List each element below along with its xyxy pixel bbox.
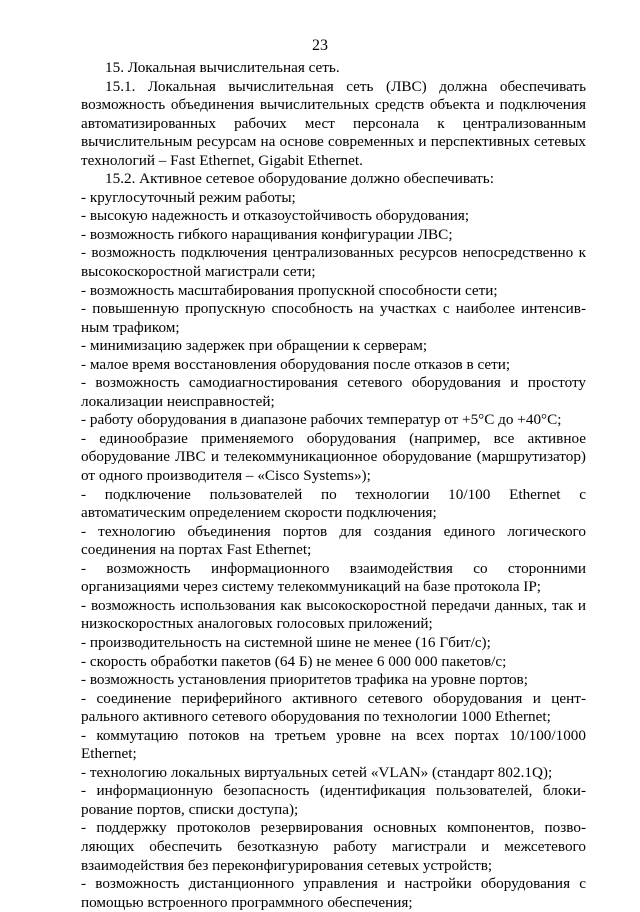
- list-item: - единообразие применяемого оборудования (например, все активное оборудование ЛВС и телекоммуникационное оборудование (маршрутизатор) от одного производителя – «Cisco Systems»);: [81, 429, 586, 485]
- list-item: - возможность самодиагностирования сетевого оборудования и простоту локализации неисправностей;: [81, 374, 586, 410]
- requirements-list: [81, 189, 586, 912]
- list-item: - скорость обработки пакетов (64 Б) не менее 6 000 000 пакетов/с;: [81, 652, 507, 670]
- list-item: - поддержку протоколов резервирования основных компонентов, позволяющих обеспечить безотказную работу магистрали и межсетевого взаимодействия без переконфигурирования сетевых устройств;: [81, 819, 586, 874]
- list-item: - информационную безопасность (идентификация пользователей, блокирование портов, списки доступа);: [81, 782, 586, 818]
- list-item: - малое время восстановления оборудования после отказов в сети;: [81, 355, 511, 373]
- list-item: - минимизацию задержек при обращении к серверам;: [81, 337, 428, 355]
- list-item: - подключение пользователей по технологии 10/100 Ethernet с автоматическим определением скорости подключения;: [81, 485, 586, 522]
- document-body: [81, 59, 586, 912]
- list-item: - повышенную пропускную способность на участках с наиболее интенсивным трафиком;: [81, 300, 586, 336]
- list-item: - производительность на системной шине не менее (16 Гбит/с);: [81, 633, 491, 651]
- section-heading: 15. Локальная вычислительная сеть.: [105, 59, 340, 76]
- list-item: - возможность масштабирования пропускной способности сети;: [81, 281, 498, 299]
- paragraph-15-2: 15.2. Активное сетевое оборудование должно обеспечивать:: [105, 170, 494, 188]
- list-item: - круглосуточный режим работы;: [81, 188, 296, 206]
- list-item: - возможность использования как высокоскоростной передачи данных, так и низкоскоростных аналоговых голосовых приложений;: [81, 596, 586, 633]
- paragraph-15-1: 15.1. Локальная вычислительная сеть (ЛВС) должна обеспечивать возможность объединения вычислительных средств объекта и подключения автоматизированных рабочих мест персонала к централизованным вычислительным ресурсам на основе современных и перспективных сетевых технологий – Fast Ethernet, Gigabit Ethernet.: [81, 77, 586, 169]
- list-item: - технологию объединения портов для создания единого логического соединения на портах Fast Ethernet;: [81, 522, 586, 559]
- list-item: - возможность информационного взаимодействия со сторонними организациями через систему телекоммуникаций на базе протокола IP;: [81, 559, 586, 596]
- list-item: - коммутацию потоков на третьем уровне на всех портах 10/100/1000 Ethernet;: [81, 726, 586, 763]
- list-item: - возможность подключения централизованных ресурсов непосредственно к высокоскоростной магистрали сети;: [81, 244, 586, 281]
- page-number: 23: [312, 37, 328, 54]
- list-item: - работу оборудования в диапазоне рабочих температур от +5°С до +40°С;: [81, 411, 562, 429]
- list-item: - технологию локальных виртуальных сетей «VLAN» (стандарт 802.1Q);: [81, 763, 553, 781]
- list-item: - возможность гибкого наращивания конфигурации ЛВС;: [81, 225, 453, 243]
- list-item: - возможность дистанционного управления и настройки оборудования с помощью встроенного программного обеспечения;: [81, 875, 586, 911]
- list-item: - высокую надежность и отказоустойчивость оборудования;: [81, 207, 470, 225]
- list-item: - возможность установления приоритетов трафика на уровне портов;: [81, 671, 528, 689]
- list-item: - соединение периферийного активного сетевого оборудования и центрального активного сетевого оборудования по технологии 1000 Ethernet;: [81, 689, 586, 726]
